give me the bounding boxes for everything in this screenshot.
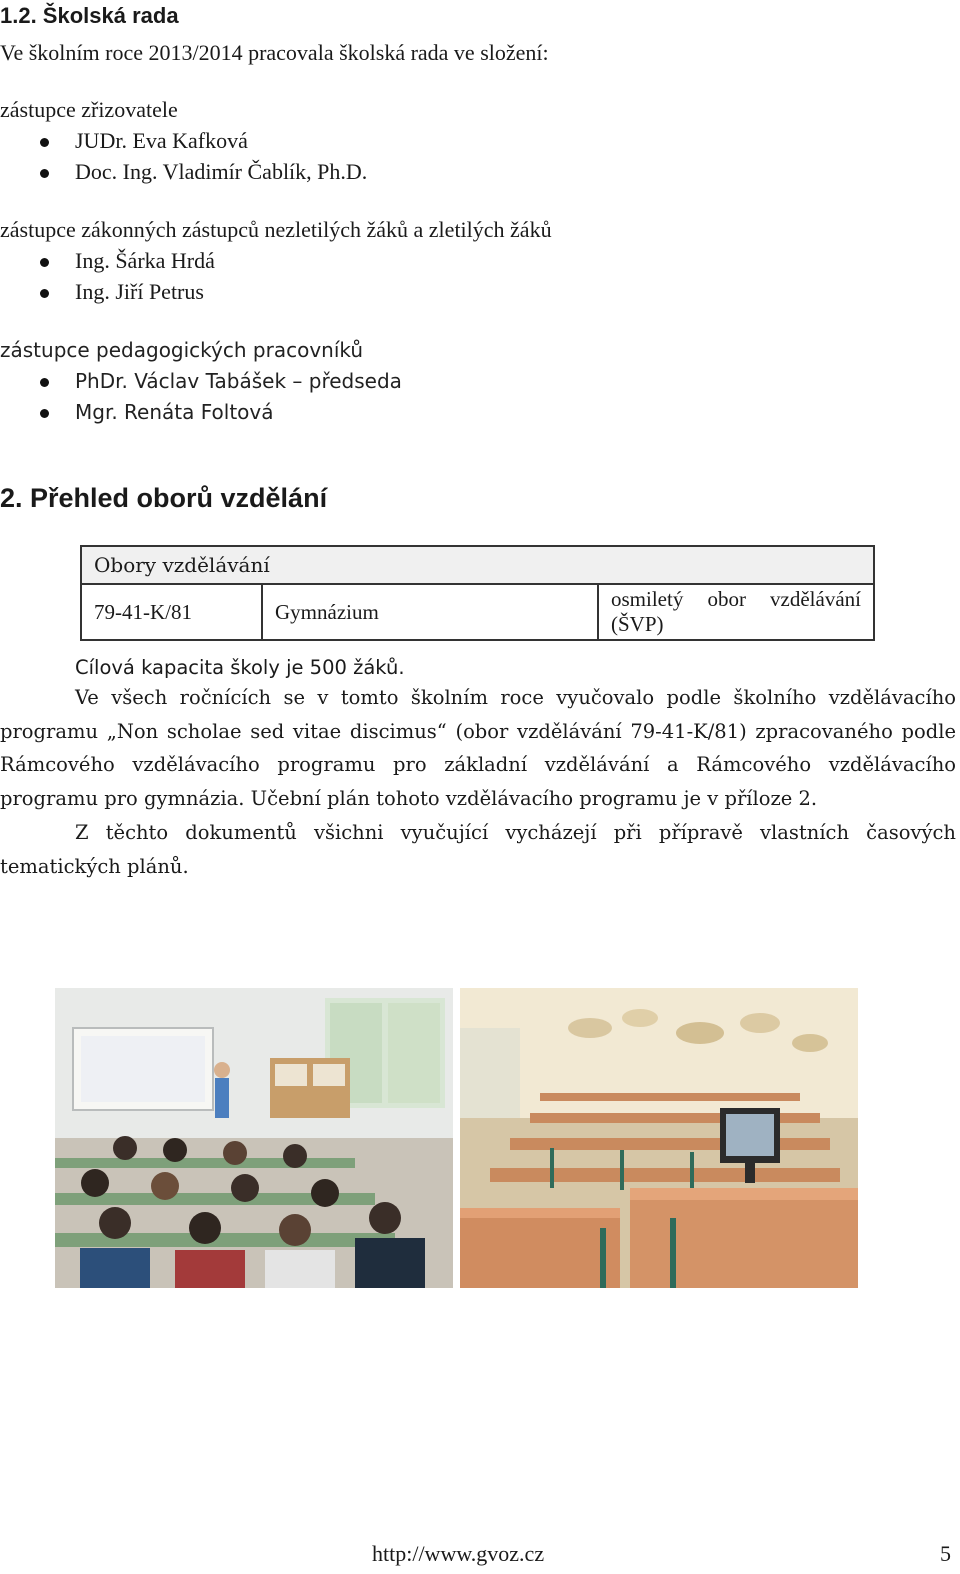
classroom-students-image (55, 988, 453, 1288)
list-item: Mgr. Renáta Foltová (0, 399, 402, 430)
program-code-cell: 79-41-K/81 (81, 584, 262, 640)
table-header-row (81, 546, 874, 584)
programs-table (80, 545, 875, 641)
list-item: PhDr. Václav Tabášek – předseda (0, 368, 402, 399)
section-heading-school-board: 1.2. Školská rada (0, 3, 179, 28)
table-row (81, 584, 874, 640)
computer-classroom-photo (460, 988, 858, 1288)
list-item: Ing. Jiří Petrus (0, 279, 215, 310)
footer-url[interactable]: http://www.gvoz.cz (372, 1541, 545, 1566)
section-heading-programs: 2. Přehled oborů vzdělání (0, 483, 328, 513)
school-capacity-text: Cílová kapacita školy je 500 žáků. (75, 656, 405, 679)
group-label-founder: zástupce zřizovatele (0, 97, 178, 122)
program-note-cell: osmiletý obor vzdělávání (ŠVP) (598, 584, 874, 640)
page-number: 5 (940, 1541, 951, 1566)
parents-member-list (0, 248, 215, 310)
group-label-teachers: zástupce pedagogických pracovníků (0, 338, 364, 362)
founder-member-list (0, 128, 367, 190)
computer-classroom-image (460, 988, 858, 1288)
school-board-intro: Ve školním roce 2013/2014 pracovala školská rada ve složení: (0, 40, 549, 65)
teachers-member-list (0, 368, 402, 430)
classroom-students-photo (55, 988, 453, 1288)
group-label-parents: zástupce zákonných zástupců nezletilých žáků a zletilých žáků (0, 217, 552, 242)
list-item: Doc. Ing. Vladimír Čablík, Ph.D. (0, 159, 367, 190)
curriculum-paragraph: Ve všech ročnících se v tomto školním roce vyučovalo podle školního vzdělávacího programu „Non scholae sed vitae discimus“ (obor vzdělávání 79-41-K/81) zpracovaného podle Rámcového vzdělávacího programu pro základní vzdělávání a Rámcového vzdělávacího programu pro gymnázia. Učební plán tohoto vzdělávacího programu je v příloze 2. (0, 686, 956, 810)
list-item: JUDr. Eva Kafková (0, 128, 367, 159)
table-header-cell: Obory vzdělávání (81, 546, 874, 584)
list-item: Ing. Šárka Hrdá (0, 248, 215, 279)
program-name-cell: Gymnázium (262, 584, 598, 640)
plans-paragraph: Z těchto dokumentů všichni vyučující vycházejí při přípravě vlastních časových tematických plánů. (0, 821, 956, 878)
